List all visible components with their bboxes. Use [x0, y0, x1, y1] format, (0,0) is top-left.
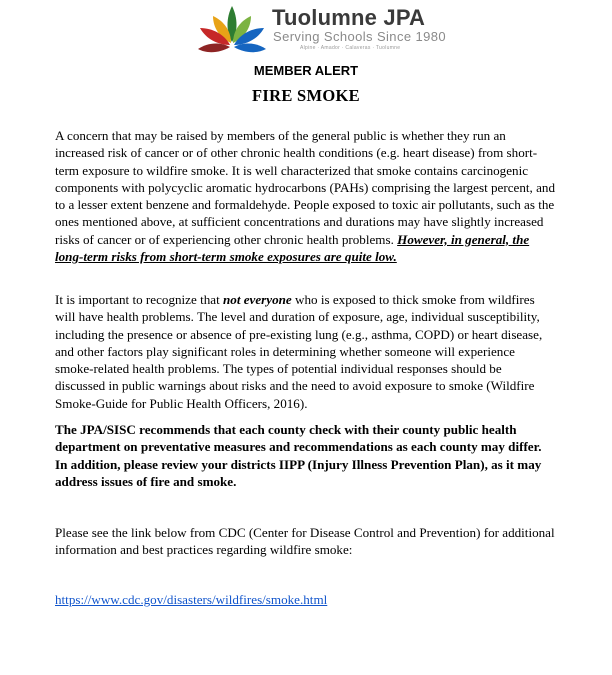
paragraph-health-factors-rest: who is exposed to thick smoke from wildfires will have health problems. The level and duration of exposure, age, individual susceptibility, including the presence or absence of pre-existing lung (e.g., asthma, COPD) or heart disease, and other factors play significant roles in determining whether someone will experience smoke-related health problems. The types of potential individual responses should be discussed in public warnings about risks and the need to avoid exposure to smoke (Wildfire Smoke-Guide for Public Health Officers, 2016).	[55, 292, 543, 411]
alert-title: FIRE SMOKE	[252, 86, 360, 105]
header-logo	[196, 2, 447, 54]
paragraph-cancer-risk	[55, 127, 555, 265]
paragraph-cancer-risk-text: A concern that may be raised by members of the general public is whether they run an increased risk of cancer or of other chronic health conditions (e.g. heart disease) from short-term exposure to wildfire smoke. It is well characterized that smoke contains carcinogenic components with polycyclic aromatic hydrocarbons (PAHs) comprising the largest percent, and to a lesser extent benzene and formaldehyde. People exposed to toxic air pollutants, such as the ones mentioned above, at sufficient concentrations and durations may have slightly increased risks of cancer or of experiencing other chronic health problems.	[55, 128, 555, 247]
member-counties: Alpine · Amador · Calaveras · Tuolumne	[300, 45, 401, 51]
alert-label: MEMBER ALERT	[253, 63, 359, 78]
cdc-smoke-link[interactable]: https://www.cdc.gov/disasters/wildfires/smoke.html	[55, 592, 328, 607]
organization-name: Tuolumne JPA	[272, 5, 426, 30]
paragraph-health-factors	[55, 291, 555, 412]
paragraph-recommendation: The JPA/SISC recommends that each county check with their county public health department on preventative measures and recommendations as each county may differ. In addition, please review your districts IIPP (Injury Illness Prevention Plan), as it may address issues of fire and smoke.	[55, 422, 542, 489]
paragraph-cdc-link-intro: Please see the link below from CDC (Center for Disease Control and Prevention) for additional information and best practices regarding wildfire smoke:	[55, 525, 555, 558]
paragraph-health-factors-start: It is important to recognize that	[55, 292, 220, 307]
not-everyone-emphasis: not everyone	[223, 292, 292, 307]
long-term-risk-emphasis: However, in general, the long-term risks from short-term smoke exposures are quite low.	[55, 231, 530, 265]
flower-logo-icon	[196, 2, 270, 54]
organization-tagline: Serving Schools Since 1980	[273, 29, 447, 44]
